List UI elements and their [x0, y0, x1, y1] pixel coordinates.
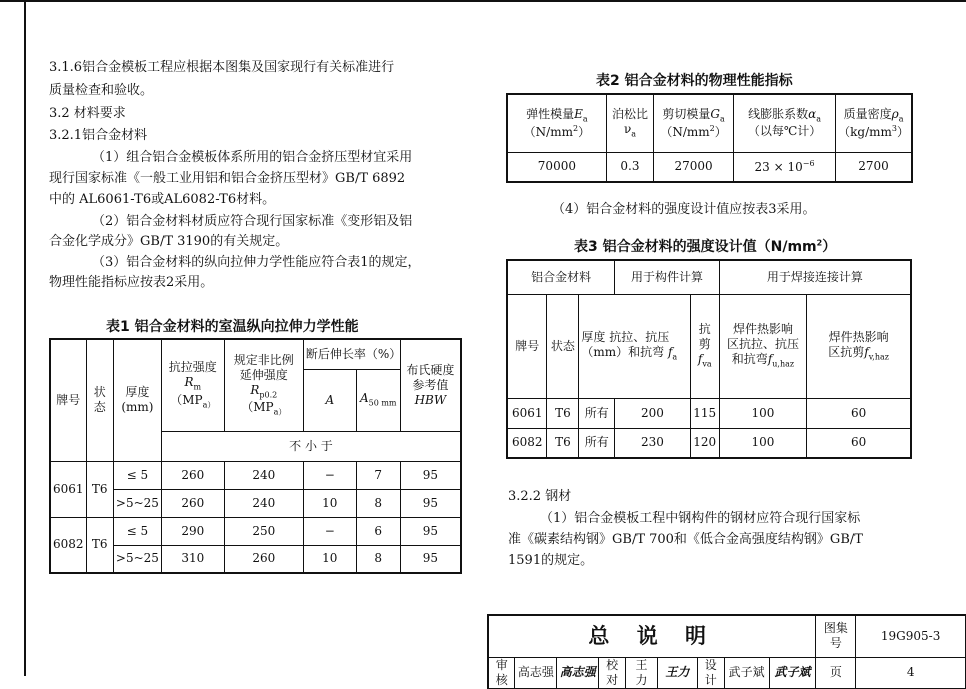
t3-cell: 6061: [507, 398, 547, 428]
clause-3-2-1-2-line2: 合金化学成分》GB/T 3190的有关规定。: [49, 234, 289, 249]
t3-cell: 所有: [579, 428, 615, 458]
title-block: [487, 614, 966, 689]
t3-h-member: 用于构件计算: [615, 260, 720, 294]
t3-cell: 6082: [507, 428, 547, 458]
checker-signature: 王力: [657, 657, 697, 688]
t1-state: T6: [86, 517, 113, 573]
section-3-2-heading: 3.2 材料要求: [49, 106, 126, 121]
t3-h-material: 铝合金材料: [507, 260, 615, 294]
t1-h-tensile: 抗拉强度 $R_m$ （$MP_{a)}$: [161, 339, 224, 431]
t3-cell: 115: [690, 398, 719, 428]
clause-3-2-1-2: （2）铝合金材料材质应符合现行国家标准《变形铝及铝: [92, 214, 413, 229]
t1-cell: 10: [303, 545, 356, 573]
t1-cell: 6: [356, 517, 400, 545]
t2-h-expansion: 线膨胀系数$\alpha_a$ （以每℃计）: [733, 94, 835, 152]
t2-h-modulus: 弹性模量$E_a$ $(N/mm^2)$: [507, 94, 606, 152]
clause-3-1-6: 3.1.6铝合金模板工程应根据本图集及国家现行有关标准进行: [49, 60, 395, 75]
clause-3-2-1-3: （3）铝合金材料的纵向拉伸力学性能应符合表1的规定，: [92, 255, 421, 270]
t1-cell: >5~25: [113, 489, 161, 517]
clause-3-2-2-1: （1）铝合金模板工程中钢构件的钢材应符合现行国家标: [540, 511, 861, 526]
t1-cell: 95: [400, 545, 461, 573]
t3-cell: 230: [615, 428, 691, 458]
t3-cell: 所有: [579, 398, 615, 428]
t1-cell: 95: [400, 517, 461, 545]
clause-3-2-1-4: （4）铝合金材料的强度设计值应按表3采用。: [552, 202, 816, 217]
atlas-number: 19G905-3: [856, 615, 966, 657]
t1-cell: −: [303, 517, 356, 545]
t1-cell: 95: [400, 489, 461, 517]
t2-h-poisson: 泊松比 $\nu_a$: [606, 94, 653, 152]
drawing-title: 总 说 明: [488, 615, 816, 657]
clause-3-2-1-1: （1）组合铝合金模板体系所用的铝合金挤压型材宜采用: [92, 150, 413, 165]
designer-signature: 武子斌: [769, 657, 816, 688]
t1-cell: 240: [224, 489, 303, 517]
t3-cell: 120: [690, 428, 719, 458]
frame-left-line: [24, 0, 26, 676]
t1-grade-6061: 6061: [50, 461, 86, 517]
table1: [49, 338, 462, 574]
clause-3-2-1-1-line2: 现行国家标准《一般工业用铝和铝合金挤压型材》GB/T 6892: [49, 171, 406, 186]
t1-state: T6: [86, 461, 113, 517]
t3-cell: T6: [547, 428, 579, 458]
table3-title: 表3 铝合金材料的强度设计值$(N/mm^2)$: [574, 238, 837, 255]
t1-cell: 7: [356, 461, 400, 489]
t1-cell: 95: [400, 461, 461, 489]
t3-h-fv: 抗剪 $f_{va}$: [690, 294, 719, 398]
t2-cell: $23 \times 10^{-6}$: [733, 152, 835, 182]
t2-h-shear: 剪切模量$G_a$ $(N/mm^2)$: [654, 94, 734, 152]
t3-cell: 100: [719, 428, 806, 458]
clause-3-2-2-1-line3: 1591的规定。: [508, 553, 594, 568]
t1-h-thickness: 厚度 (mm): [113, 339, 161, 461]
t3-h-fvhaz: 焊件热影响 区抗剪$f_{v,haz}$: [807, 294, 911, 398]
t3-h-state: 状态: [547, 294, 579, 398]
t1-grade-6082: 6082: [50, 517, 86, 573]
t3-cell: 60: [807, 428, 911, 458]
t1-cell: 260: [161, 461, 224, 489]
t2-cell: 27000: [654, 152, 734, 182]
t1-h-a: A: [303, 369, 356, 431]
clause-3-1-6-cont: 质量检查和验收。: [49, 83, 154, 98]
t1-cell: 8: [356, 545, 400, 573]
reviewer-name: 高志强: [515, 657, 557, 688]
t1-h-proof: 规定非比例 延伸强度$R_{p0.2}$ （$MP_{a)}$: [224, 339, 303, 431]
t3-h-fuhaz: 焊件热影响 区抗拉、抗压 和抗弯$f_{u,haz}$: [719, 294, 806, 398]
frame-top-line: [0, 0, 966, 2]
page-number: 4: [856, 657, 966, 688]
page-label: 页: [816, 657, 856, 688]
t1-h-notless: 不 小 于: [161, 431, 461, 461]
t3-h-grade: 牌号: [507, 294, 547, 398]
table2: [506, 93, 913, 183]
t3-cell: 100: [719, 398, 806, 428]
t1-h-grade: 牌号: [50, 339, 86, 461]
t1-cell: 8: [356, 489, 400, 517]
t1-h-elongation: 断后伸长率（%）: [303, 339, 400, 369]
section-3-2-2-heading: 3.2.2 钢材: [508, 489, 572, 504]
t1-cell: 240: [224, 461, 303, 489]
t1-cell: >5~25: [113, 545, 161, 573]
t2-cell: 70000: [507, 152, 606, 182]
review-label: 审核: [488, 657, 515, 688]
clause-3-2-2-1-line2: 准《碳素结构钢》GB/T 700和《低合金高强度结构钢》GB/T: [508, 532, 863, 547]
t1-cell: 290: [161, 517, 224, 545]
atlas-label: 图集号: [816, 615, 856, 657]
t1-cell: 250: [224, 517, 303, 545]
t2-cell: 2700: [836, 152, 912, 182]
t1-cell: −: [303, 461, 356, 489]
clause-3-2-1-1-line3: 中的 AL6061-T6或AL6082-T6材料。: [49, 192, 276, 207]
t3-h-weld: 用于焊接连接计算: [719, 260, 911, 294]
t3-cell: 200: [615, 398, 691, 428]
t2-cell: 0.3: [606, 152, 653, 182]
t1-cell: 260: [161, 489, 224, 517]
table2-title: 表2 铝合金材料的物理性能指标: [596, 73, 793, 89]
table3: [506, 259, 912, 459]
t2-h-density: 质量密度$\rho_a$ $(kg/mm^3)$: [836, 94, 912, 152]
t1-cell: 310: [161, 545, 224, 573]
design-label: 设计: [697, 657, 724, 688]
section-3-2-1-heading: 3.2.1铝合金材料: [49, 128, 148, 143]
t1-cell: ≤ 5: [113, 517, 161, 545]
designer-name: 武子斌: [724, 657, 769, 688]
t1-h-hardness: 布氏硬度 参考值 HBW: [400, 339, 461, 431]
reviewer-signature: 高志强: [557, 657, 599, 688]
clause-3-2-1-3-line2: 物理性能指标应按表2采用。: [49, 275, 214, 290]
check-label: 校对: [599, 657, 626, 688]
checker-name: 王 力: [626, 657, 658, 688]
t3-cell: 60: [807, 398, 911, 428]
t1-cell: 260: [224, 545, 303, 573]
t1-cell: 10: [303, 489, 356, 517]
table1-title: 表1 铝合金材料的室温纵向拉伸力学性能: [106, 319, 359, 335]
t1-cell: ≤ 5: [113, 461, 161, 489]
t3-h-thick-f: 厚度 抗拉、抗压 （mm）和抗弯 $f_a$: [579, 294, 690, 398]
t3-cell: T6: [547, 398, 579, 428]
t1-h-state: 状态: [86, 339, 113, 461]
t1-h-a50: $A_{50 mm}$: [356, 369, 400, 431]
